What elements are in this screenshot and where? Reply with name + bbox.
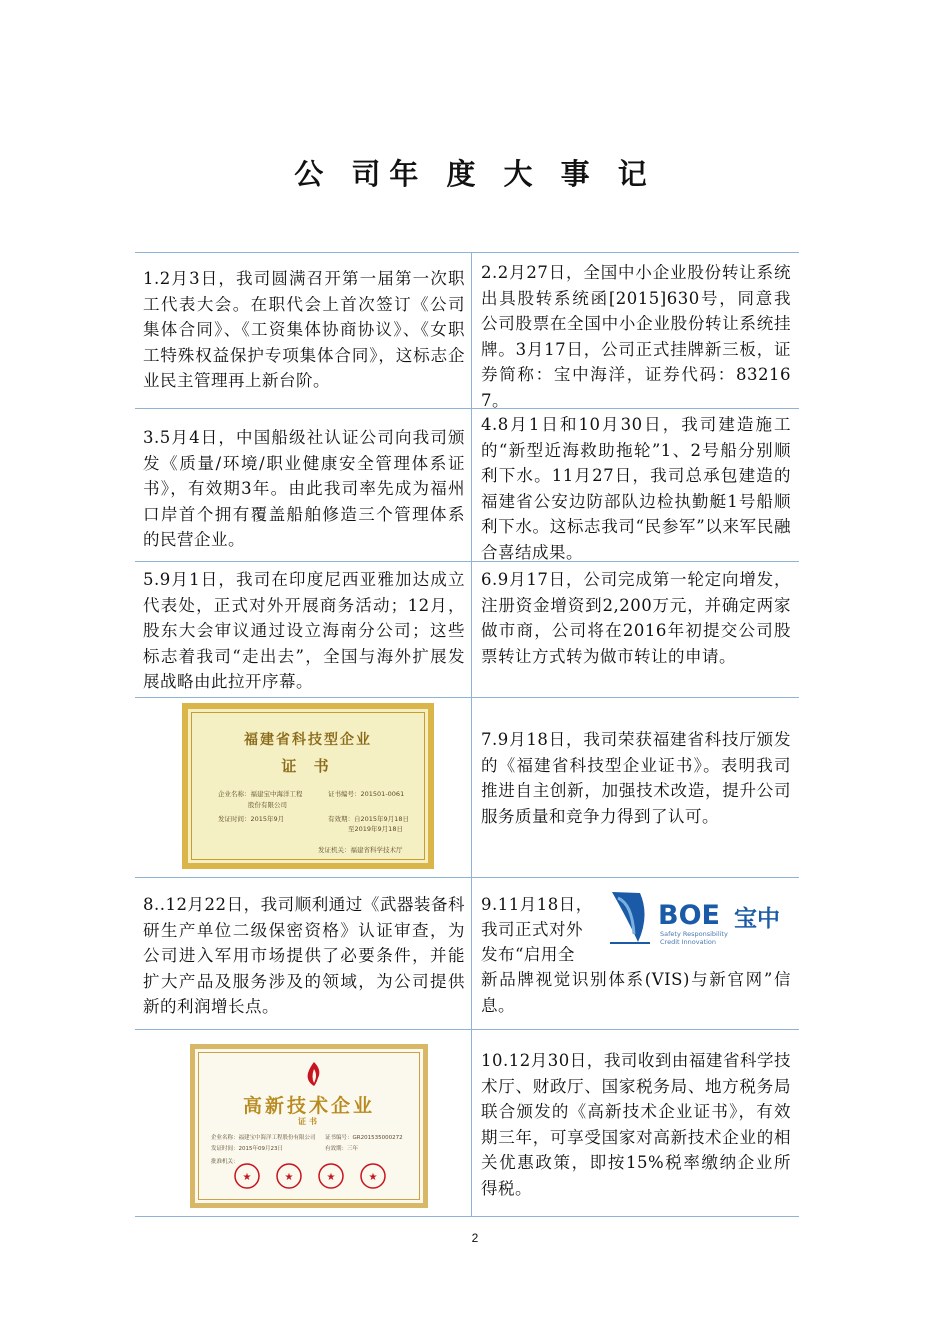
event-9-line-1: 9.11月18日， bbox=[481, 895, 593, 914]
logo-tagline-2: Credit Innovation bbox=[660, 938, 717, 946]
table-rule bbox=[135, 1216, 799, 1217]
cert1-subtitle: 证 书 bbox=[281, 757, 335, 775]
event-2: 2.2月27日，全国中小企业股份转让系统出具股转系统函[2015]630号，同意我公司股票在全国中小企业股份转让系统挂牌。3月17日，公司正式挂牌新三板，证券简称：宝中海洋，证券代码：832167。 bbox=[481, 263, 791, 410]
event-8: 8..12月22日，我司顺利通过《武器装备科研生产单位二级保密资格》认证审查，为公司进入军用市场提供了必要条件，并能扩大产品及服务涉及的领域，为公司提供新的利润增长点。 bbox=[143, 895, 465, 1016]
logo-tagline-1: Safety Responsibility bbox=[660, 930, 728, 938]
table-divider bbox=[471, 252, 472, 1216]
event-5: 5.9月1日，我司在印度尼西亚雅加达成立代表处，正式对外开展商务活动；12月，股东大会审议通过设立海南分公司；这些标志着我司“走出去”，全国与海外扩展发展战略由此拉开序幕。 bbox=[143, 570, 465, 691]
cert1-number: 证书编号：201501-0061 bbox=[328, 790, 405, 798]
cert2-valid: 有效期：三年 bbox=[325, 1146, 359, 1152]
cert2-subtitle: 证书 bbox=[298, 1117, 320, 1126]
cert1-valid-to: 至2019年9月18日 bbox=[348, 825, 403, 833]
cert1-company: 企业名称：福建宝中海洋工程 bbox=[218, 790, 303, 798]
svg-text:★: ★ bbox=[242, 1172, 252, 1183]
cert1-issuer: 发证机关：福建省科学技术厅 bbox=[318, 846, 403, 854]
flame-emblem-icon bbox=[303, 1061, 325, 1087]
event-3: 3.5月4日，中国船级社认证公司向我司颁发《质量/环境/职业健康安全管理体系证书》，有效期3年。由此我司率先成为福州口岸首个拥有覆盖船舶修造三个管理体系的民营企业。 bbox=[143, 428, 465, 549]
logo-name: 宝中 bbox=[734, 906, 780, 932]
cert2-issuer: 批准机关： bbox=[211, 1159, 239, 1165]
svg-text:★: ★ bbox=[368, 1172, 378, 1183]
page-title: 公 司年 度 大 事 记 bbox=[294, 157, 656, 191]
cert2-date: 发证时间：2015年09月23日 bbox=[211, 1146, 283, 1152]
cert2-title: 高新技术企业 bbox=[242, 1095, 375, 1117]
event-6: 6.9月17日，公司完成第一轮定向增发，注册资金增资到2,200万元，并确定两家做市商，公司将在2016年初提交公司股票转让方式转为做市转让的申请。 bbox=[481, 570, 791, 666]
logo-brand: BOE bbox=[658, 900, 720, 931]
cert2-number: 证书编号：GR201535000272 bbox=[325, 1135, 403, 1141]
boe-brand-logo bbox=[610, 890, 790, 946]
cert1-date: 发证时间：2015年9月 bbox=[218, 815, 285, 823]
cert1-title: 福建省科技型企业 bbox=[244, 732, 372, 748]
svg-text:★: ★ bbox=[326, 1172, 336, 1183]
table-rule bbox=[135, 1029, 799, 1030]
cert1-company-2: 股份有限公司 bbox=[248, 801, 287, 809]
event-4: 4.8月1日和10月30日，我司建造施工的“新型近海救助拖轮”1、2号船分别顺利下水。11月27日，我司总承包建造的福建省公安边防部队边检执勤艇1号船顺利下水。这标志我司“民参军”以来军民融合喜结成果。 bbox=[481, 415, 791, 562]
event-9-line-2: 我司正式对外 bbox=[481, 920, 583, 939]
event-9-line-4: 新品牌视觉识别体系(VIS)与新官网”信息。 bbox=[481, 970, 791, 1015]
cert1-valid-from: 有效期：自2015年9月18日 bbox=[328, 815, 409, 823]
event-10: 10.12月30日，我司收到由福建省科学技术厅、财政厅、国家税务局、地方税务局联合颁发的《高新技术企业证书》，有效期三年，可享受国家对高新技术企业的相关优惠政策，即按15%税率缴纳企业所得税。 bbox=[481, 1051, 791, 1198]
page-number: 2 bbox=[471, 1231, 479, 1245]
cert2-company: 企业名称：福建宝中海洋工程股份有限公司 bbox=[211, 1135, 316, 1141]
event-7: 7.9月18日，我司荣获福建省科技厅颁发的《福建省科技型企业证书》。表明我司推进自主创新，加强技术改造，提升公司服务质量和竞争力得到了认可。 bbox=[481, 730, 791, 826]
high-tech-enterprise-certificate-image bbox=[190, 1044, 428, 1208]
event-9-line-3: 发布“启用全 bbox=[481, 945, 575, 964]
official-seals-icon bbox=[231, 1161, 391, 1191]
table-rule bbox=[135, 252, 799, 253]
svg-text:★: ★ bbox=[284, 1172, 294, 1183]
tech-enterprise-certificate-image bbox=[182, 703, 434, 869]
table-rule bbox=[135, 697, 799, 698]
event-1: 1.2月3日，我司圆满召开第一届第一次职工代表大会。在职代会上首次签订《公司集体合同》、《工资集体协商协议》、《女职工特殊权益保护专项集体合同》，这标志企业民主管理再上新台阶。 bbox=[143, 269, 465, 390]
table-rule bbox=[135, 877, 799, 878]
